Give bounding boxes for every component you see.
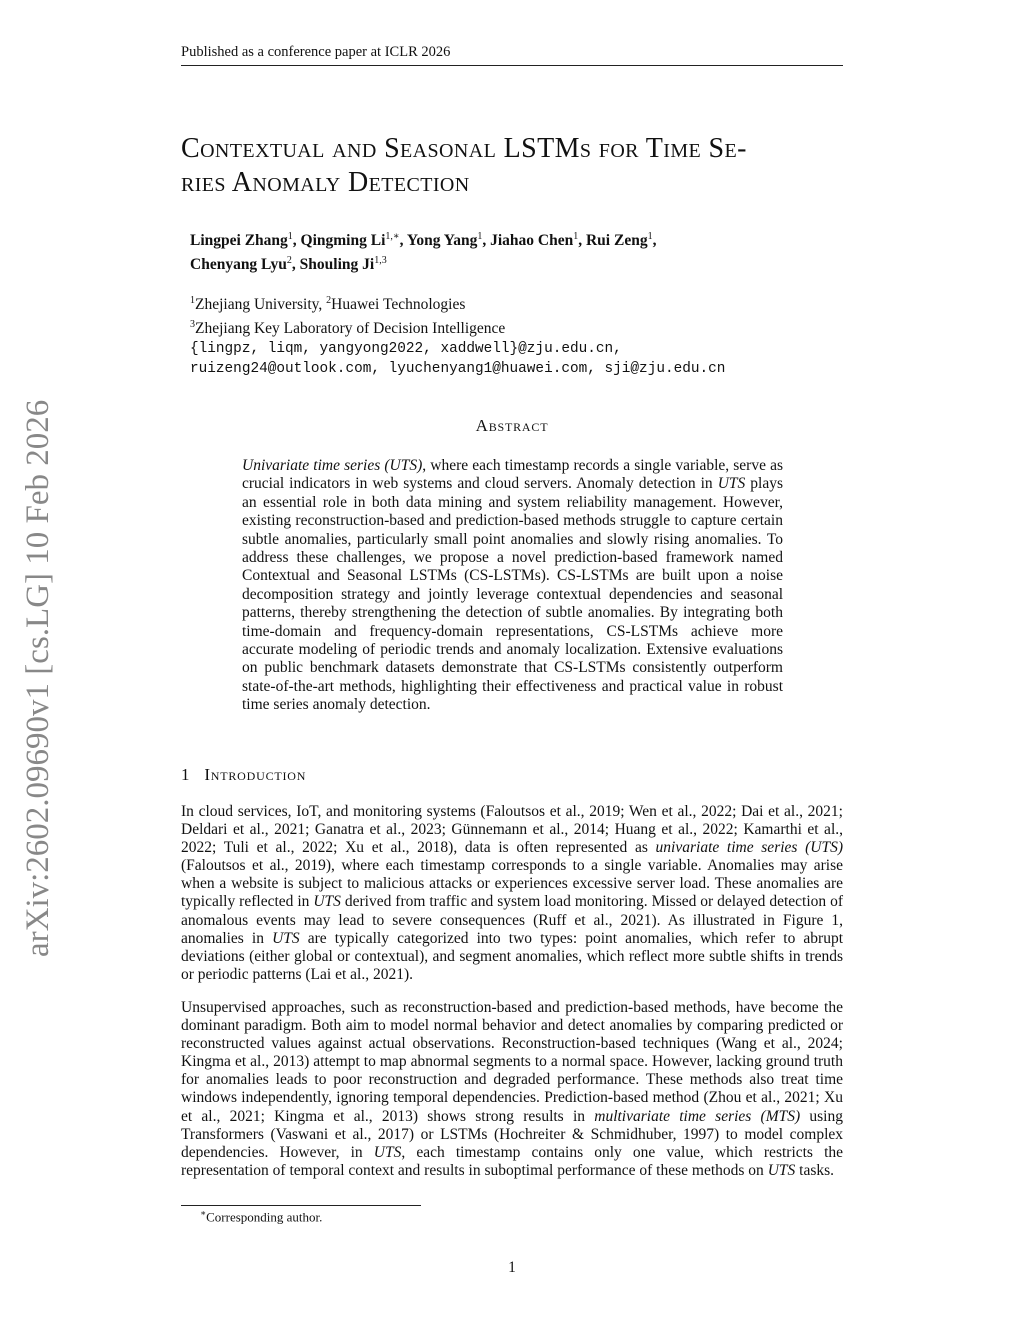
intro-paragraph-1 bbox=[181, 803, 843, 984]
author-affil-mark: 1 bbox=[477, 231, 483, 242]
running-header: Published as a conference paper at ICLR 2026 bbox=[181, 44, 843, 66]
title-line-2: ries Anomaly Detection bbox=[181, 167, 470, 198]
author-affil-mark: 1 bbox=[287, 231, 293, 242]
author-name: Lingpei Zhang bbox=[190, 232, 288, 250]
affiliation-line-2 bbox=[190, 315, 850, 339]
affiliations bbox=[190, 291, 850, 379]
body-text: using Transformers (Vaswani et al., 2017) or LSTMs (Hochreiter & Schmidhuber, 1997) to model complex dependencies. However, in bbox=[181, 1107, 843, 1161]
abstract-text: plays an essential role in both data mining and system reliability management. However, existing reconstruction-based and prediction-based methods struggle to capture certain subtle anomalies, particularly small point anomalies and slowly rising anomalies. To address these challenges, we propose a novel prediction-based framework named Contextual and Seasonal LSTMs (CS-LSTMs). CS-LSTMs are built upon a noise decomposition strategy and jointly leverage contextual dependencies and seasonal patterns, thereby strengthening the detection of subtle anomalies. By integrating both time-domain and frequency-domain representations, CS-LSTMs achieve more accurate modeling of periodic trends and anomaly localization. Extensive evaluations on public benchmark datasets demonstrate that CS-LSTMs consistently outperform state-of-the-art methods, highlighting their effectiveness and practical value in robust time series anomaly detection. bbox=[242, 475, 783, 714]
author-name: Chenyang Lyu bbox=[190, 256, 287, 274]
body-text: , each timestamp contains only one value, which restricts the representation of temporal context and results in suboptimal performance of these methods on bbox=[181, 1143, 843, 1179]
footnote-text: Corresponding author. bbox=[206, 1209, 323, 1225]
author-name: Jiahao Chen bbox=[490, 232, 574, 250]
body-text: In cloud services, IoT, and monitoring systems (Faloutsos et al., 2019; Wen et al., 2022; Dai et al., 2021; Deldari et al., 2021; Ganatra et al., 2023; Günnemann et al., 2014; Huang et al., 2022; Kamarthi et al., 2022; Tuli et al., 2022; Xu et al., 2018), data is often represented as bbox=[181, 803, 843, 857]
affil-mark: 2 bbox=[326, 295, 332, 306]
affiliation: Zhejiang University, bbox=[195, 296, 327, 314]
affiliation: Zhejiang Key Laboratory of Decision Intelligence bbox=[195, 320, 506, 338]
paper-title bbox=[181, 132, 843, 200]
abstract-heading: Abstract bbox=[475, 416, 549, 435]
section-number: 1 bbox=[181, 765, 191, 784]
body-text: (Faloutsos et al., 2019), where each timestamp corresponds to a single variable. Anomalies may arise when a website is subject to malicious attacks or experiences excessive server load. These anomalies are typically reflected in bbox=[181, 857, 843, 911]
author-affil-mark: 1 bbox=[573, 231, 579, 242]
affil-mark: 1 bbox=[190, 295, 195, 306]
body-italic: UTS bbox=[313, 893, 341, 911]
title-line-1: Contextual and Seasonal LSTMs for Time Se- bbox=[181, 133, 747, 164]
body-text: Unsupervised approaches, such as reconstruction-based and prediction-based methods, have become the dominant paradigm. Both aim to model normal behavior and detect anomalies by comparing predicted or reconstructed values against actual observations. Reconstruction-based techniques (Wang et al., 2024; Kingma et al., 2013) attempt to map abnormal segments to a normal space. However, lacking ground truth for anomalies leads to poor reconstruction and degraded performance. These methods also treat time windows independently, ignoring temporal dependencies. Prediction-based method (Zhou et al., 2021; Xu et al., 2021; Kingma et al., 2013) shows strong results in bbox=[181, 999, 843, 1125]
body-text: are typically categorized into two types: point anomalies, which refer to abrupt deviations (either global or contextual), and segment anomalies, which reflect more subtle shifts in trends or periodic patterns (Lai et al., 2021). bbox=[181, 929, 843, 983]
body-italic: UTS bbox=[272, 929, 300, 947]
email-line-2: ruizeng24@outlook.com, lyuchenyang1@huawei.com, sji@zju.edu.cn bbox=[190, 361, 726, 378]
arxiv-stamp: arXiv:2602.09690v1 [cs.LG] 10 Feb 2026 bbox=[20, 399, 56, 957]
affiliation: Huawei Technologies bbox=[331, 296, 466, 314]
section-heading bbox=[181, 765, 843, 785]
author-list bbox=[190, 227, 850, 275]
author-name: Yong Yang bbox=[406, 232, 478, 250]
section-title: Introduction bbox=[204, 765, 307, 784]
body-italic: UTS bbox=[767, 1161, 796, 1179]
footnote-mark: ∗ bbox=[200, 1208, 207, 1218]
page-number: 1 bbox=[508, 1259, 516, 1276]
author-name: Shouling Ji bbox=[299, 256, 375, 274]
email-line-1: {lingpz, liqm, yangyong2022, xaddwell}@zju.edu.cn, bbox=[190, 341, 622, 358]
author-line-2: Chenyang Lyu$^2$, Shouling Ji$^{1,3}$ bbox=[190, 255, 387, 274]
abstract-text: , where each timestamp records a single variable, serve as crucial indicators in web systems and cloud servers. Anomaly detection in bbox=[242, 457, 784, 493]
author-affil-mark: 1,3 bbox=[374, 255, 387, 267]
author-name: Rui Zeng bbox=[585, 232, 648, 250]
body-italic: UTS bbox=[373, 1143, 402, 1161]
author-name: Qingming Li bbox=[300, 232, 386, 250]
abstract-italic: Univariate time series (UTS) bbox=[242, 457, 423, 474]
affil-mark: 3 bbox=[190, 319, 195, 331]
author-affil-mark: 1 bbox=[647, 231, 653, 242]
body-italic: univariate time series (UTS) bbox=[655, 839, 843, 857]
footnote bbox=[200, 1208, 322, 1225]
abstract-italic: UTS bbox=[717, 475, 746, 493]
abstract-body bbox=[242, 457, 783, 715]
author-line-1: Lingpei Zhang$^1$, Qingming $Li^{1,∗}$, Yong Yang$^1$, Jiahao Chen$^1$, Rui Zeng$^1$, bbox=[190, 231, 657, 250]
author-affil-mark: 2 bbox=[286, 255, 292, 267]
body-text: derived from traffic and system load monitoring. Missed or delayed detection of anomalous events may lead to severe consequences (Ruff et al., 2021). As illustrated in Figure 1, anomalies in bbox=[181, 893, 843, 947]
intro-paragraph-2 bbox=[181, 999, 843, 1180]
body-text: tasks. bbox=[795, 1161, 835, 1179]
author-affil-mark: 1,∗ bbox=[385, 231, 400, 242]
body-italic: multivariate time series (MTS) bbox=[594, 1107, 801, 1125]
footnote-rule bbox=[181, 1205, 421, 1206]
affiliation-line-1 bbox=[190, 291, 850, 315]
